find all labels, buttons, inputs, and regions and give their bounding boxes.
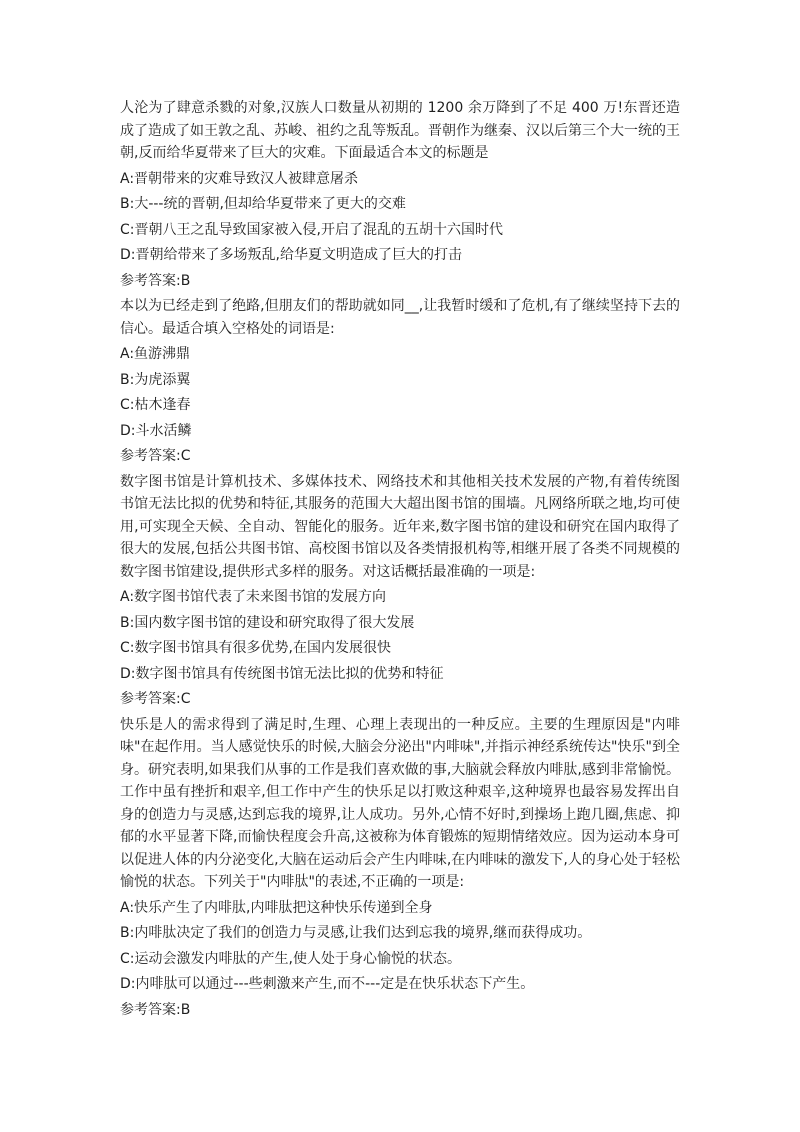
option-c: C:晋朝八王之乱导致国家被入侵,开启了混乱的五胡十六国时代 [120,221,503,238]
option-a: A:鱼游沸鼎 [120,346,191,362]
question-stem: 数字图书馆是计算机技术、多媒体技术、网络技术和其他相关技术发展的产物,有着传统图书馆无法比拟的优势和特征,其服务的范围大大超出图书馆的围墙。凡网络所联之地,均可使用,可实现全天候、全自动、智能化的服务。近年来,数字图书馆的建设和研究在国内取得了很大的发展,包括公共图书馆、高校图书馆以及各类情报机构等,相继开展了各类不同规模的数字图书馆建设,提供形式多样的服务。对这话概括最准确的一项是: [120,473,680,580]
option-d: D:晋朝给带来了多场叛乱,给华夏文明造成了巨大的打击 [120,247,462,263]
question-block [120,714,680,1022]
question-stem: 人沦为了肆意杀戮的对象,汉族人口数量从初期的 1200 余万降到了不足 400 万!东晋还造成了造成了如王敦之乱、苏峻、祖约之乱等叛乱。晋朝作为继秦、汉以后第三个大一统的王朝,反而给华夏带来了巨大的灾难。下面最适合本文的标题是 [120,100,680,161]
option-a: A:快乐产生了内啡肽,内啡肽把这种快乐传递到全身 [120,899,433,916]
question-block [120,97,680,292]
option-d: D:斗水活鳞 [120,422,192,439]
option-d: D:内啡肽可以通过---些刺激来产生,而不---定是在快乐状态下产生。 [120,976,535,992]
option-c: C:运动会激发内啡肽的产生,使人处于身心愉悦的状态。 [120,950,461,967]
option-b: B:国内数字图书馆的建设和研究取得了很大发展 [120,614,415,631]
document-page [120,97,680,1024]
question-stem: 本以为已经走到了绝路,但朋友们的帮助就如同__,让我暂时缓和了危机,有了继续坚持下去的信心。最适合填入空格处的词语是: [120,298,680,337]
reference-answer: 参考答案:C [120,448,191,464]
reference-answer: 参考答案:C [120,691,191,707]
option-a: A:晋朝带来的灾难导致汉人被肆意屠杀 [120,170,359,187]
question-block [120,295,680,468]
reference-answer: 参考答案:B [120,1001,191,1018]
reference-answer: 参考答案:B [120,272,191,289]
option-b: B:为虎添翼 [120,371,191,388]
option-b: B:内啡肽决定了我们的创造力与灵感,让我们达到忘我的境界,继而获得成功。 [120,925,592,941]
option-c: C:枯木逢春 [120,397,191,413]
question-block [120,471,680,711]
option-d: D:数字图书馆具有传统图书馆无法比拟的优势和特征 [120,665,444,682]
option-a: A:数字图书馆代表了未来图书馆的发展方向 [120,589,387,605]
option-b: B:大---统的晋朝,但却给华夏带来了更大的交难 [120,196,406,212]
option-c: C:数字图书馆具有很多优势,在国内发展很快 [120,640,391,656]
question-stem: 快乐是人的需求得到了满足时,生理、心理上表现出的一种反应。主要的生理原因是"内啡味"在起作用。当人感觉快乐的时候,大脑会分泌出"内啡味",并指示神经系统传达"快乐"到全身。研究表明,如果我们从事的工作是我们喜欢做的事,大脑就会释放内啡肽,感到非常愉悦。工作中虽有挫折和艰辛,但工作中产生的快乐足以打败这种艰辛,这种境界也最容易发挥出自身的创造力与灵感,达到忘我的境界,让人成功。另外,心情不好时,到操场上跑几圈,焦虑、抑郁的水平显著下降,而愉快程度会升高,这被称为体育锻炼的短期情绪效应。因为运动本身可以促进人体的内分泌变化,大脑在运动后会产生内啡味,在内啡味的激发下,人的身心处于轻松愉悦的状态。下列关于"内啡肽"的表述,不正确的一项是: [120,716,680,890]
